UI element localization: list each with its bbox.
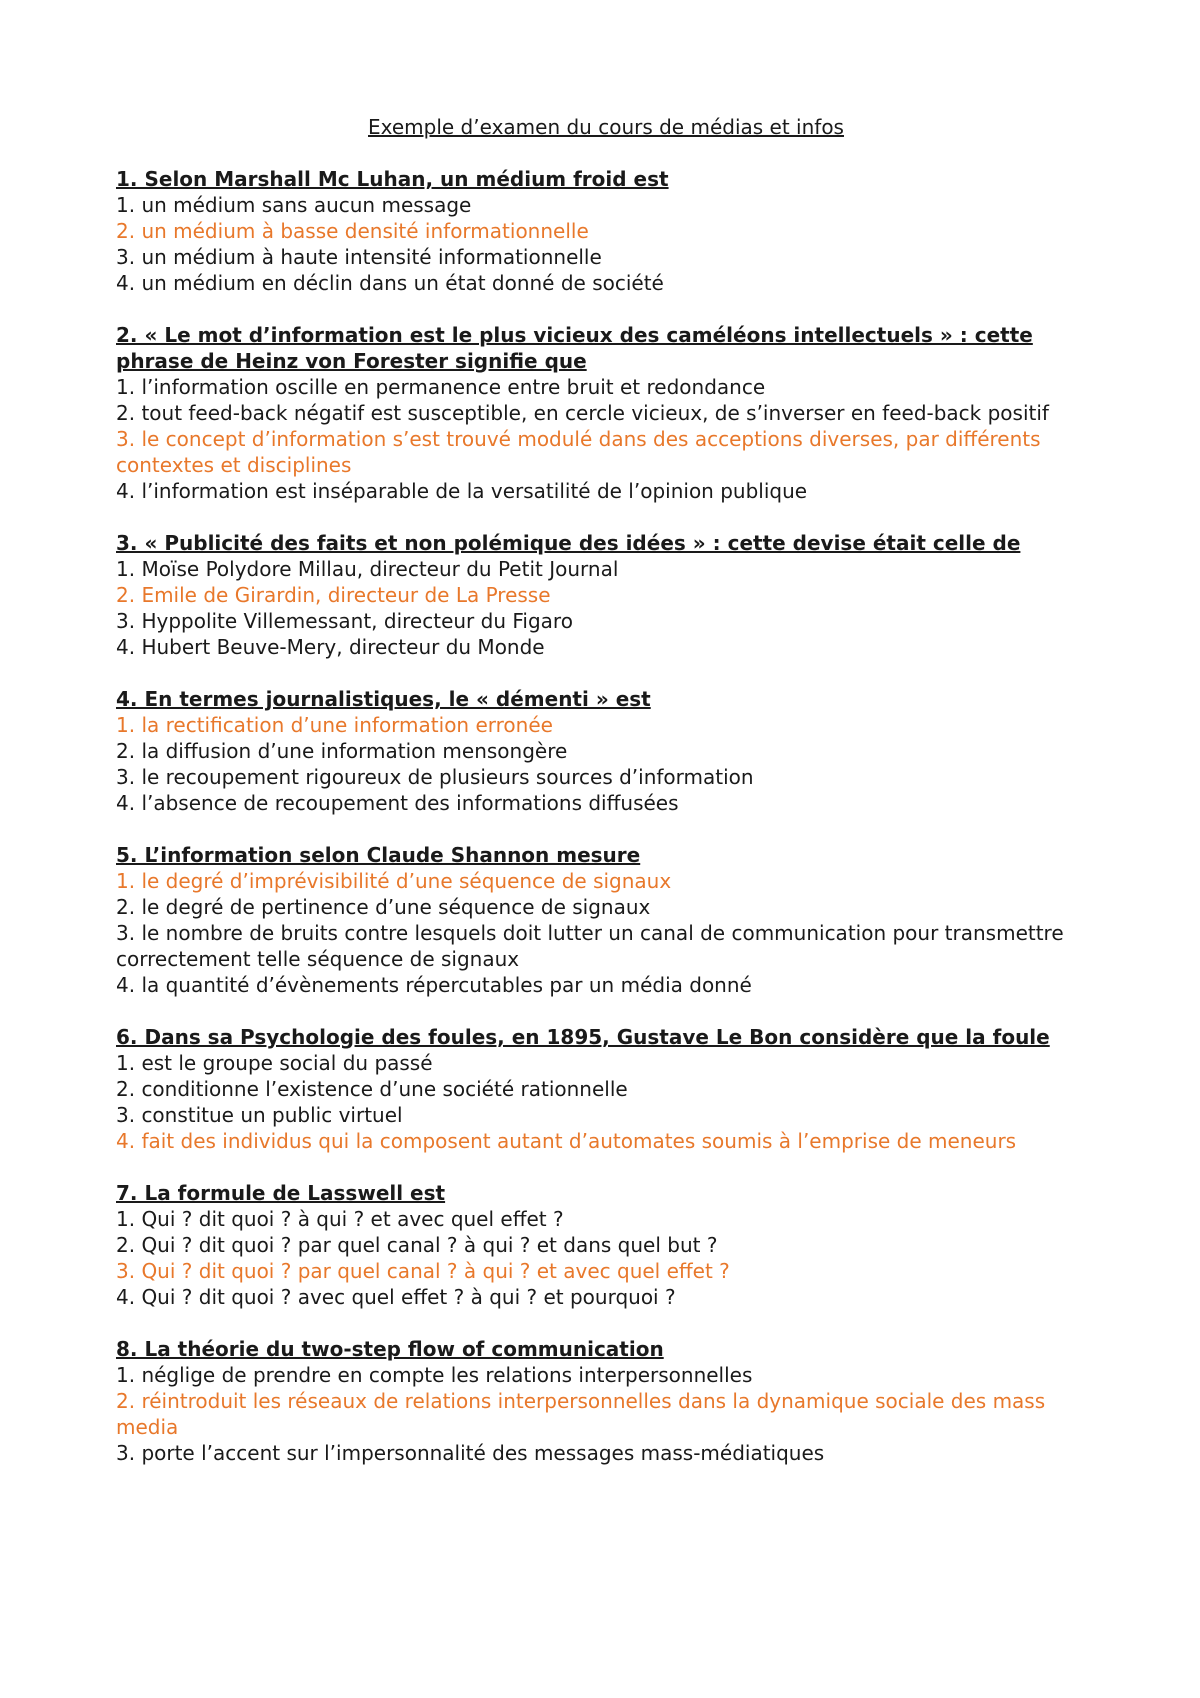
question-3	[116, 530, 1096, 660]
question-heading: 6. Dans sa Psychologie des foules, en 1895, Gustave Le Bon considère que la foule	[116, 1025, 1050, 1049]
correct-answer-option: 3. Qui ? dit quoi ? par quel canal ? à qui ? et avec quel effet ?	[116, 1259, 730, 1283]
document-title: Exemple d’examen du cours de médias et infos	[368, 115, 844, 139]
question-heading: 5. L’information selon Claude Shannon mesure	[116, 843, 641, 867]
answer-option: 3. le recoupement rigoureux de plusieurs sources d’information	[116, 765, 754, 789]
question-heading: 8. La théorie du two-step flow of communication	[116, 1337, 664, 1361]
question-6	[116, 1024, 1096, 1154]
answer-option: 4. l’absence de recoupement des informations diffusées	[116, 791, 679, 815]
answer-option: 4. l’information est inséparable de la versatilité de l’opinion publique	[116, 479, 808, 503]
answer-option: 1. l’information oscille en permanence entre bruit et redondance	[116, 375, 766, 399]
correct-answer-option: 2. Emile de Girardin, directeur de La Presse	[116, 583, 551, 607]
question-5	[116, 842, 1096, 998]
question-heading: 3. « Publicité des faits et non polémique des idées » : cette devise était celle de	[116, 531, 1021, 555]
answer-option: 3. le nombre de bruits contre lesquels doit lutter un canal de communication pour transmettre correctement telle séquence de signaux	[116, 921, 1064, 971]
correct-answer-option: 1. la rectification d’une information erronée	[116, 713, 553, 737]
answer-option: 3. Hyppolite Villemessant, directeur du Figaro	[116, 609, 573, 633]
answer-option: 3. un médium à haute intensité informationnelle	[116, 245, 602, 269]
document-page	[116, 114, 1096, 1492]
answer-option: 2. tout feed-back négatif est susceptible, en cercle vicieux, de s’inverser en feed-back positif	[116, 401, 1049, 425]
answer-option: 1. un médium sans aucun message	[116, 193, 472, 217]
answer-option: 1. Qui ? dit quoi ? à qui ? et avec quel effet ?	[116, 1207, 564, 1231]
answer-option: 1. est le groupe social du passé	[116, 1051, 433, 1075]
answer-option: 1. néglige de prendre en compte les relations interpersonnelles	[116, 1363, 753, 1387]
correct-answer-option: 2. un médium à basse densité informationnelle	[116, 219, 589, 243]
answer-option: 4. Hubert Beuve-Mery, directeur du Monde	[116, 635, 545, 659]
answer-option: 4. un médium en déclin dans un état donné de société	[116, 271, 664, 295]
answer-option: 2. Qui ? dit quoi ? par quel canal ? à qui ? et dans quel but ?	[116, 1233, 718, 1257]
question-heading: 1. Selon Marshall Mc Luhan, un médium froid est	[116, 167, 669, 191]
question-7	[116, 1180, 1096, 1310]
correct-answer-option: 4. fait des individus qui la composent autant d’automates soumis à l’emprise de meneurs	[116, 1129, 1017, 1153]
question-heading: 2. « Le mot d’information est le plus vicieux des caméléons intellectuels » : cette phrase de Heinz von Forester signifie que	[116, 323, 1033, 373]
question-heading: 7. La formule de Lasswell est	[116, 1181, 446, 1205]
answer-option: 2. la diffusion d’une information mensongère	[116, 739, 568, 763]
question-heading: 4. En termes journalistiques, le « démenti » est	[116, 687, 651, 711]
correct-answer-option: 1. le degré d’imprévisibilité d’une séquence de signaux	[116, 869, 672, 893]
correct-answer-option: 3. le concept d’information s’est trouvé modulé dans des acceptions diverses, par différents contextes et disciplines	[116, 427, 1041, 477]
answer-option: 1. Moïse Polydore Millau, directeur du Petit Journal	[116, 557, 619, 581]
question-1	[116, 166, 1096, 296]
question-4	[116, 686, 1096, 816]
question-2	[116, 322, 1096, 504]
answer-option: 3. porte l’accent sur l’impersonnalité des messages mass-médiatiques	[116, 1441, 825, 1465]
answer-option: 3. constitue un public virtuel	[116, 1103, 403, 1127]
answer-option: 4. la quantité d’évènements répercutables par un média donné	[116, 973, 752, 997]
answer-option: 2. le degré de pertinence d’une séquence de signaux	[116, 895, 651, 919]
answer-option: 4. Qui ? dit quoi ? avec quel effet ? à qui ? et pourquoi ?	[116, 1285, 676, 1309]
correct-answer-option: 2. réintroduit les réseaux de relations interpersonnelles dans la dynamique sociale des mass media	[116, 1389, 1046, 1439]
answer-option: 2. conditionne l’existence d’une société rationnelle	[116, 1077, 628, 1101]
question-8	[116, 1336, 1096, 1466]
